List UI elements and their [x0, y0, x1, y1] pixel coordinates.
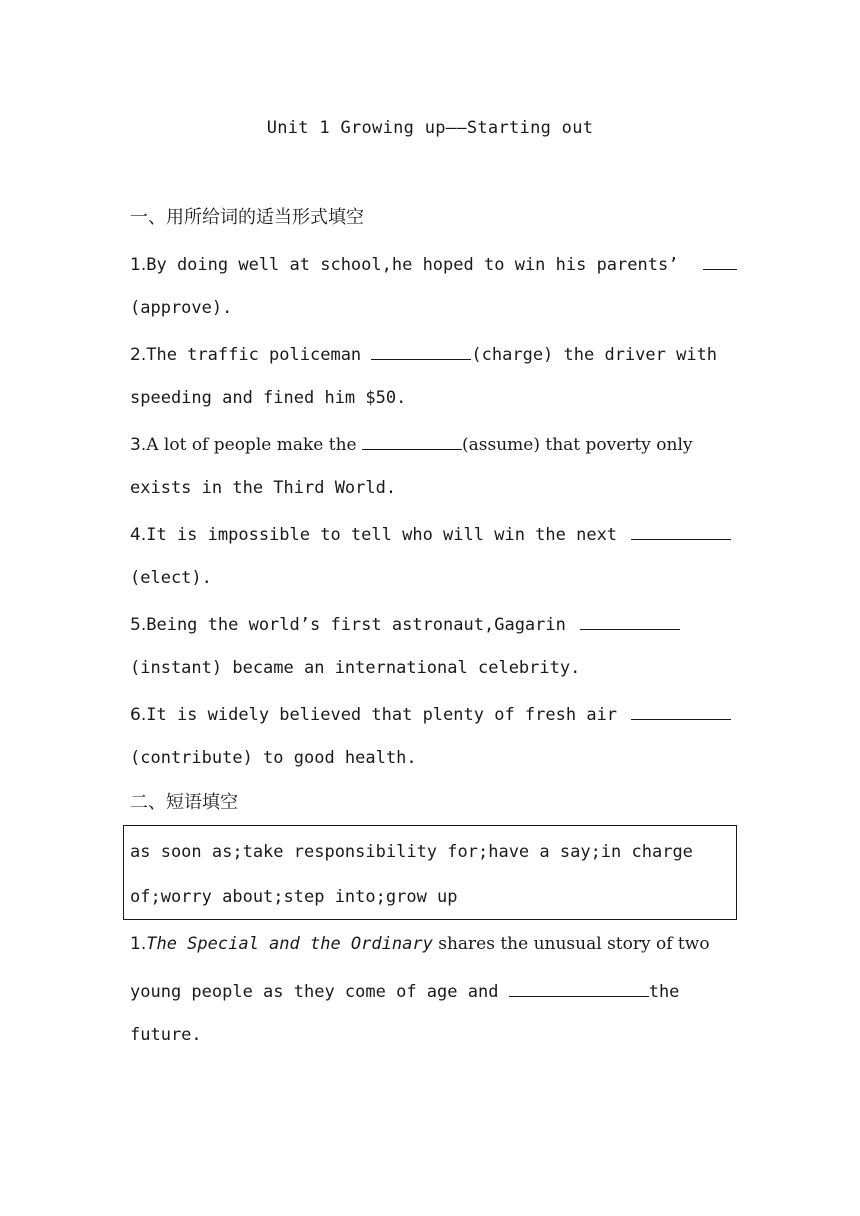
exercise-item-6-line-2 [130, 746, 734, 770]
section-heading-2: 二、短语填空 [130, 792, 238, 813]
phrase-item-1-line-1 [130, 932, 734, 956]
exercise-item-3-line-2 [130, 476, 734, 500]
item-number: 4. [130, 525, 147, 545]
item-text: shares the unusual story of two [432, 934, 710, 954]
item-number: 1. [130, 934, 147, 954]
item-text: (approve). [130, 298, 233, 318]
answer-blank[interactable] [371, 341, 471, 360]
word-box-line-2: of;worry about;step into;grow up [130, 887, 458, 907]
exercise-item-2-line-1 [130, 341, 734, 367]
exercise-item-1-line-1 [130, 251, 734, 277]
book-title: The Special and the Ordinary [146, 934, 433, 954]
exercise-item-1-line-2 [130, 296, 734, 320]
item-text: Being the world’s first astronaut,Gagarin [146, 615, 566, 635]
exercise-item-3-line-1 [130, 431, 734, 457]
section-heading-1: 一、用所给词的适当形式填空 [130, 207, 364, 228]
item-text: (assume) that poverty only [461, 435, 693, 455]
item-text: It is impossible to tell who will win the next [146, 525, 618, 545]
item-number: 5. [130, 615, 147, 635]
exercise-item-4-line-1 [130, 521, 734, 547]
item-text: It is widely believed that plenty of fresh air [146, 705, 618, 725]
item-text: the [648, 982, 680, 1002]
item-text: speeding and fined him $50. [130, 388, 407, 408]
answer-blank[interactable] [631, 701, 731, 720]
item-text: young people as they come of age and [130, 982, 509, 1002]
word-box-line-1: as soon as;take responsibility for;have a say;in charge [130, 842, 693, 862]
phrase-item-1-line-3 [130, 1023, 734, 1047]
exercise-item-2-line-2 [130, 386, 734, 410]
phrase-item-1-line-2 [130, 978, 734, 1004]
phrase-word-box [123, 825, 737, 920]
item-text: (instant) became an international celebrity. [130, 658, 581, 678]
exercise-item-5-line-2 [130, 656, 734, 680]
answer-blank[interactable] [580, 611, 680, 630]
item-text: (charge) the driver with [471, 345, 718, 365]
item-number: 1. [130, 255, 147, 275]
answer-blank[interactable] [509, 978, 649, 997]
item-text: future. [130, 1025, 202, 1045]
page-title: Unit 1 Growing up——Starting out [266, 118, 594, 138]
answer-blank[interactable] [631, 521, 731, 540]
item-text: (elect). [130, 568, 212, 588]
item-number: 6. [130, 705, 147, 725]
answer-blank[interactable] [362, 431, 462, 450]
exercise-item-4-line-2 [130, 566, 734, 590]
item-number: 3. [130, 435, 147, 455]
exercise-item-6-line-1 [130, 701, 734, 727]
item-number: 2. [130, 345, 147, 365]
item-text: A lot of people make the [146, 435, 362, 455]
item-text: By doing well at school,he hoped to win his parents’ [146, 255, 679, 275]
item-text: (contribute) to good health. [130, 748, 417, 768]
exercise-item-5-line-1 [130, 611, 734, 637]
answer-blank[interactable] [703, 251, 737, 270]
item-text: exists in the Third World. [130, 478, 397, 498]
item-text: The traffic policeman [146, 345, 372, 365]
